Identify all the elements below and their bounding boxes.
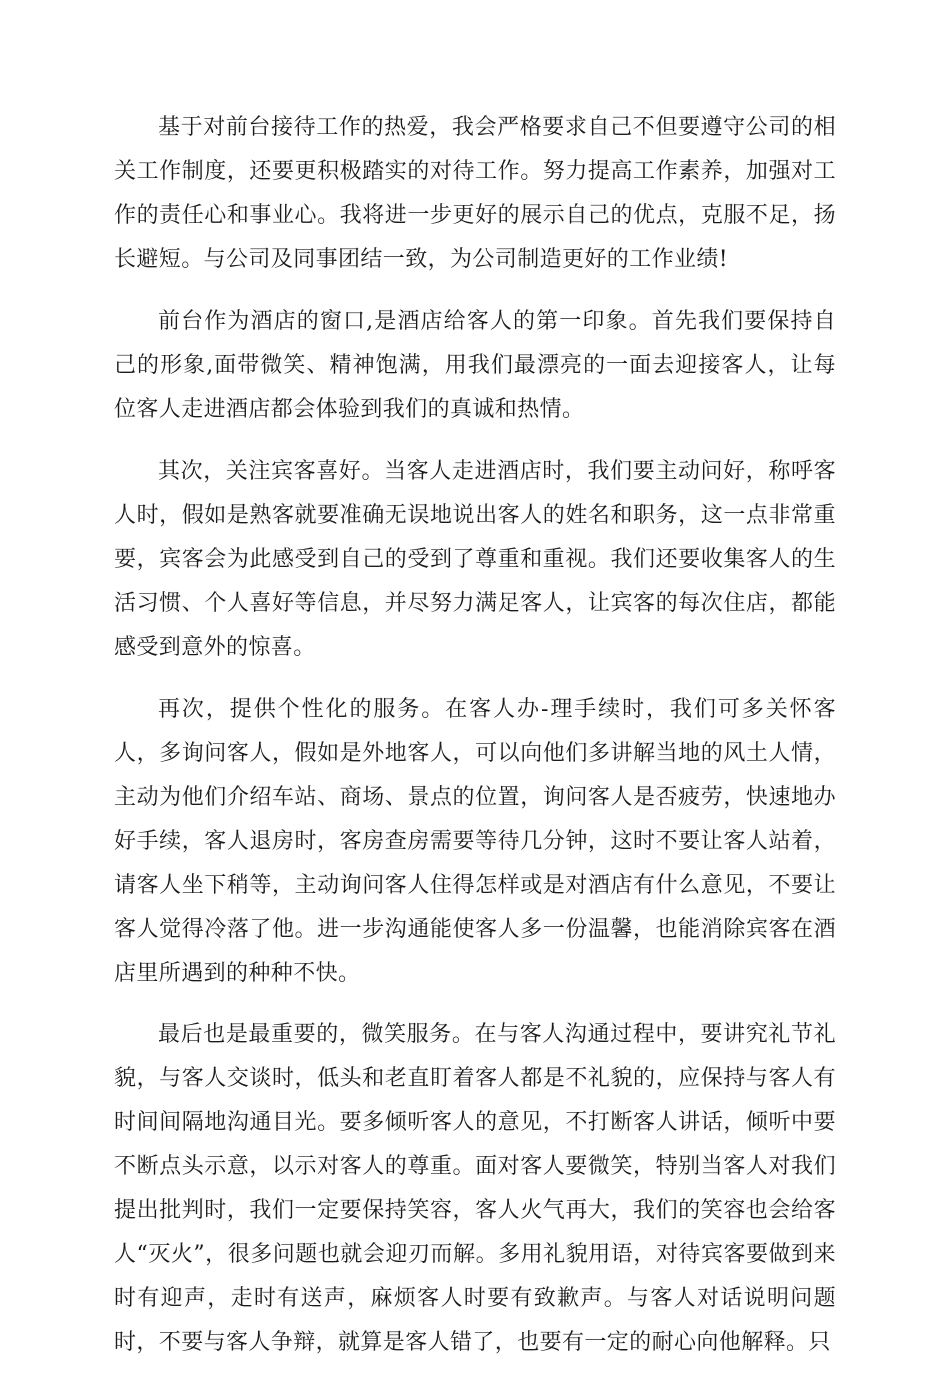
paragraph-personalized-service: 再次，提供个性化的服务。在客人办-理手续时，我们可多关怀客人，多询问客人，假如是外地客人，可以向他们多讲解当地的风土人情，主动为他们介绍车站、商场、景点的位置，询问客人是否疲劳，快速地办好手续，客人退房时，客房查房需要等待几分钟，这时不要让客人站着，请客人坐下稍等，主动询问客人住得怎样或是对酒店有什么意见，不要让客人觉得冷落了他。进一步沟通能使客人多一份温馨，也能消除宾客在酒店里所遇到的种种不快。 [114,697,836,986]
paragraph-front-desk-image: 前台作为酒店的窗口,是酒店给客人的第一印象。首先我们要保持自己的形象,面带微笑、精神饱满，用我们最漂亮的一面去迎接客人，让每位客人走进酒店都会体验到我们的真诚和热情。 [114,309,836,422]
paragraph-guest-preferences: 其次，关注宾客喜好。当客人走进酒店时，我们要主动问好，称呼客人时，假如是熟客就要准确无误地说出客人的姓名和职务，这一点非常重要，宾客会为此感受到自己的受到了尊重和重视。我们还要收集客人的生活习惯、个人喜好等信息，并尽努力满足客人，让宾客的每次住店，都能感受到意外的惊喜。 [114,459,836,660]
document-body [114,106,836,1383]
paragraph-work-attitude: 基于对前台接待工作的热爱，我会严格要求自己不但要遵守公司的相关工作制度，还要更积极踏实的对待工作。努力提高工作素养，加强对工作的责任心和事业心。我将进一步更好的展示自己的优点，克服不足，扬长避短。与公司及同事团结一致，为公司制造更好的工作业绩! [114,115,836,272]
paragraph-smile-service: 最后也是最重要的，微笑服务。在与客人沟通过程中，要讲究礼节礼貌，与客人交谈时，低头和老直盯着客人都是不礼貌的，应保持与客人有时间间隔地沟通目光。要多倾听客人的意见，不打断客人讲话，倾听中要不断点头示意，以示对客人的尊重。面对客人要微笑，特别当客人对我们提出批判时，我们一定要保持笑容，客人火气再大，我们的笑容也会给客人“灭火”，很多问题也就会迎刃而解。多用礼貌用语，对待宾客要做到来时有迎声，走时有送声，麻烦客人时要有致歉声。与客人对话说明问题时，不要与客人争辩，就算是客人错了，也要有一定的耐心向他解释。只 [114,1022,836,1355]
